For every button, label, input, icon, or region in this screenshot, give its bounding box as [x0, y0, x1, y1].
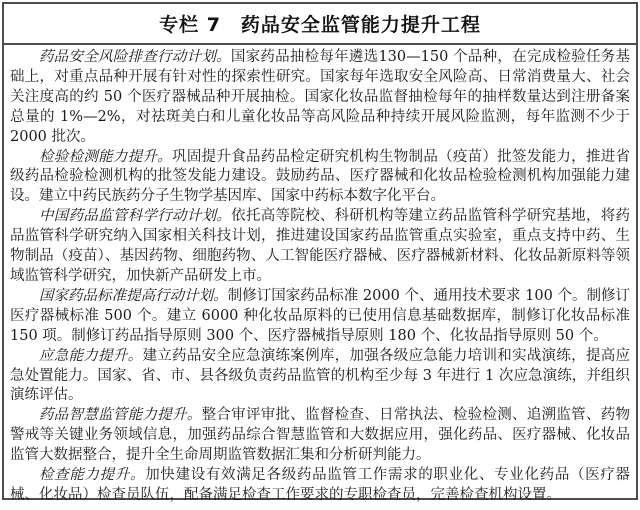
- paragraph-body: 加快建设有效满足各级药品监管工作需求的职业化、专业化药品（医疗器械、化妆品）检查员队伍，配备满足检查工作要求的专职检查员，完善检查机构设置。: [10, 467, 631, 503]
- column-body: [4, 45, 636, 506]
- paragraph-lead: 国家药品标准提高行动计划。: [39, 287, 228, 304]
- paragraph-body: 国家药品抽检每年遴选130—150 个品种，在完成检验任务基础上，对重点品种开展有针对性的探索性研究。国家每年选取安全风险高、日常消费量大、社会关注度高的约 50 个医疗器械品种开展抽检。国家化妆品监督抽检每年的抽样数量达到注册备案总量的 1%—2%，对祛斑美白和儿童化妆品等高风险品种持续开展风险监测，每年监测不少于 2000 批次。: [10, 49, 630, 145]
- policy-paragraph: [10, 287, 630, 347]
- policy-paragraph: [10, 48, 630, 148]
- column-box: [2, 2, 638, 503]
- policy-paragraph: [10, 207, 630, 287]
- paragraph-body: 建立药品安全应急演练案例库，加强各级应急能力培训和实战演练，提高应急处置能力。国家、省、市、县各级负责药品监管的机构至少每 3 年进行 1 次应急演练，并组织演练评估。: [10, 347, 631, 404]
- column-title: 专栏 7 药品安全监管能力提升工程: [159, 14, 481, 36]
- paragraph-body: 巩固提升食品药品检定研究机构生物制品（疫苗）批签发能力，推进省级药品检验检测机构的批签发能力建设。鼓励药品、医疗器械和化妆品检验检测机构加强能力建设。建立中药民族药分子生物学基因库、国家中药标本数字化平台。: [10, 148, 631, 205]
- paragraph-lead: 药品智慧监管能力提升。: [39, 407, 202, 424]
- paragraph-body: 依托高等院校、科研机构等建立药品监管科学研究基地，将药品监管科学研究纳入国家相关科技计划，推进建设国家药品监管重点实验室，重点支持中药、生物制品（疫苗）、基因药物、细胞药物、人工智能医疗器械、医疗器械新材料、化妆品新原料等领域监管科学研究，加快新产品研发上市。: [10, 208, 631, 284]
- policy-paragraph: [10, 148, 630, 208]
- policy-paragraph: [10, 406, 630, 466]
- paragraph-lead: 中国药品监管科学行动计划。: [39, 208, 232, 225]
- paragraph-lead: 检验检测能力提升。: [39, 148, 173, 165]
- column-title-bar: [4, 4, 636, 45]
- policy-paragraph: [10, 347, 630, 407]
- paragraph-lead: 检查能力提升。: [39, 467, 146, 484]
- paragraph-lead: 应急能力提升。: [39, 347, 143, 364]
- paragraph-body: 制修订国家药品标准 2000 个、通用技术要求 100 个。制修订医疗器械标准 500 个。建立 6000 种化妆品原料的已使用信息基础数据库，制修订化妆品标准 150 项。制修订药品指导原则 300 个、医疗器械指导原则 180 个、化妆品指导原则 50 个。: [10, 287, 631, 344]
- policy-paragraph: [10, 466, 630, 506]
- paragraph-lead: 药品安全风险排查行动计划。: [39, 49, 231, 65]
- paragraph-body: 整合审评审批、监督检查、日常执法、检验检测、追溯监管、药物警戒等关键业务领域信息，加强药品综合智慧监管和大数据应用，强化药品、医疗器械、化妆品监管大数据整合，提升全生命周期监管数据汇集和分析研判能力。: [10, 407, 631, 464]
